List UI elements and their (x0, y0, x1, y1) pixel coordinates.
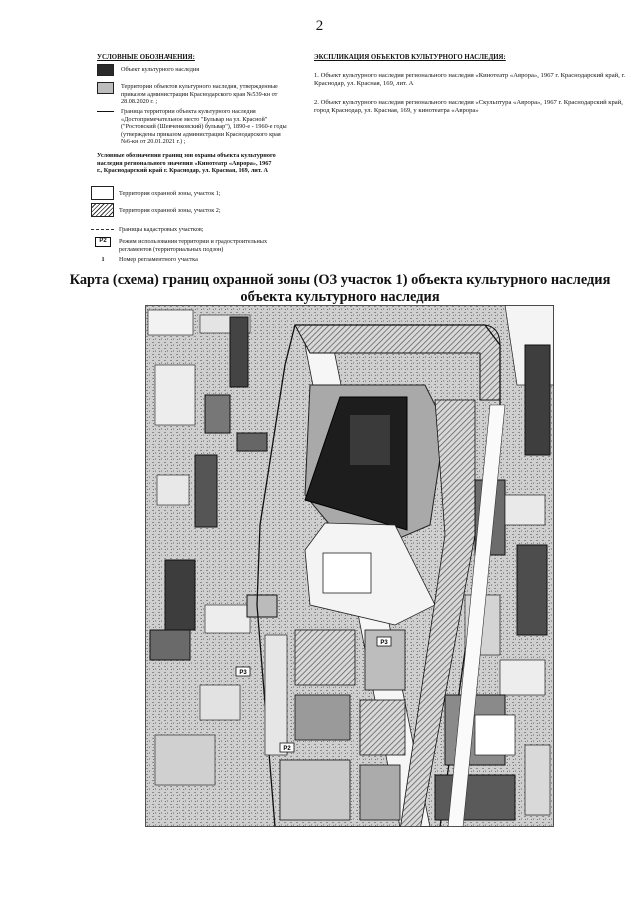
legend-badge-regime: Р2 (95, 237, 111, 247)
legend-label-heritage-object: Объект культурного наследия (121, 66, 200, 73)
legend-label-regime: Режим использования территории и градостроительных регламентов (территориальных подзон) (119, 238, 268, 253)
page-number: 2 (315, 18, 324, 34)
legend-line-boundary (97, 111, 114, 112)
legend-label-cadastral: Границы кадастровых участков; (119, 226, 204, 233)
legend-swatch-zone-2 (91, 203, 114, 217)
lower-blocks (265, 630, 405, 820)
legend-swatch-zone-1 (91, 186, 114, 200)
legend-title: УСЛОВНЫЕ ОБОЗНАЧЕНИЯ: (97, 54, 195, 61)
legend-label-zone-1: Территория охранной зоны, участок 1; (119, 190, 221, 197)
explication-item-2: 2. Объект культурного наследия регионального наследия «Скульптура «Аврора», 1967 г. Краснодарский край, город Краснодар, ул. Красная, 169, у кинотеатра «Аврора» (314, 99, 623, 115)
legend-line-cadastral (91, 229, 114, 230)
map-label-2: Р2 (283, 746, 291, 752)
legend-label-zone-2: Территория охранной зоны, участок 2; (119, 207, 221, 214)
map-title: Карта (схема) границ охранной зоны (ОЗ участок 1) объекта культурного наследия объекта культурного наследия (69, 272, 611, 305)
legend-swatch-heritage-object (97, 64, 114, 76)
legend-swatch-heritage-territory (97, 82, 114, 94)
map-label-1: Р3 (239, 670, 247, 676)
square-inner (323, 553, 371, 593)
explication-item-1: 1. Объект культурного наследия регионального наследия «Кинотеатр «Аврора», 1967 г. Краснодарский край, г. Краснодар, ул. Красная, 169, лит. А (314, 72, 626, 88)
cinema-roof-detail (350, 415, 390, 465)
map-label-3: Р3 (380, 640, 388, 646)
legend-badge-number: 1 (101, 256, 105, 263)
zone-map (145, 305, 554, 827)
legend-label-number: Номер регламентного участка (119, 256, 198, 263)
zones-title: Условные обозначения границ зон охраны объекта культурного наследия регионального значения «Кинотеатр «Аврора», 1967 г., Краснодарский край г. Краснодар, ул. Красная, 169, лит. А (97, 152, 276, 175)
legend-label-heritage-territory: Территории объектов культурного наследия, утвержденные приказом администрации Краснодарского края №539-кн от 28.08.2020 г. ; (121, 83, 278, 106)
legend-label-boundary: Граница территории объекта культурного наследия «Достопримечательное место "Бульвар на ул. Красной" ("Ростовский (Шевченковский) бульвар"), 1890-е - 1960-е годы (утверждены приказом администрации Краснодарского края №6-кн от 20.01.2021 г.) ; (121, 108, 287, 146)
explication-title: ЭКСПЛИКАЦИЯ ОБЪЕКТОВ КУЛЬТУРНОГО НАСЛЕДИЯ: (314, 54, 506, 61)
